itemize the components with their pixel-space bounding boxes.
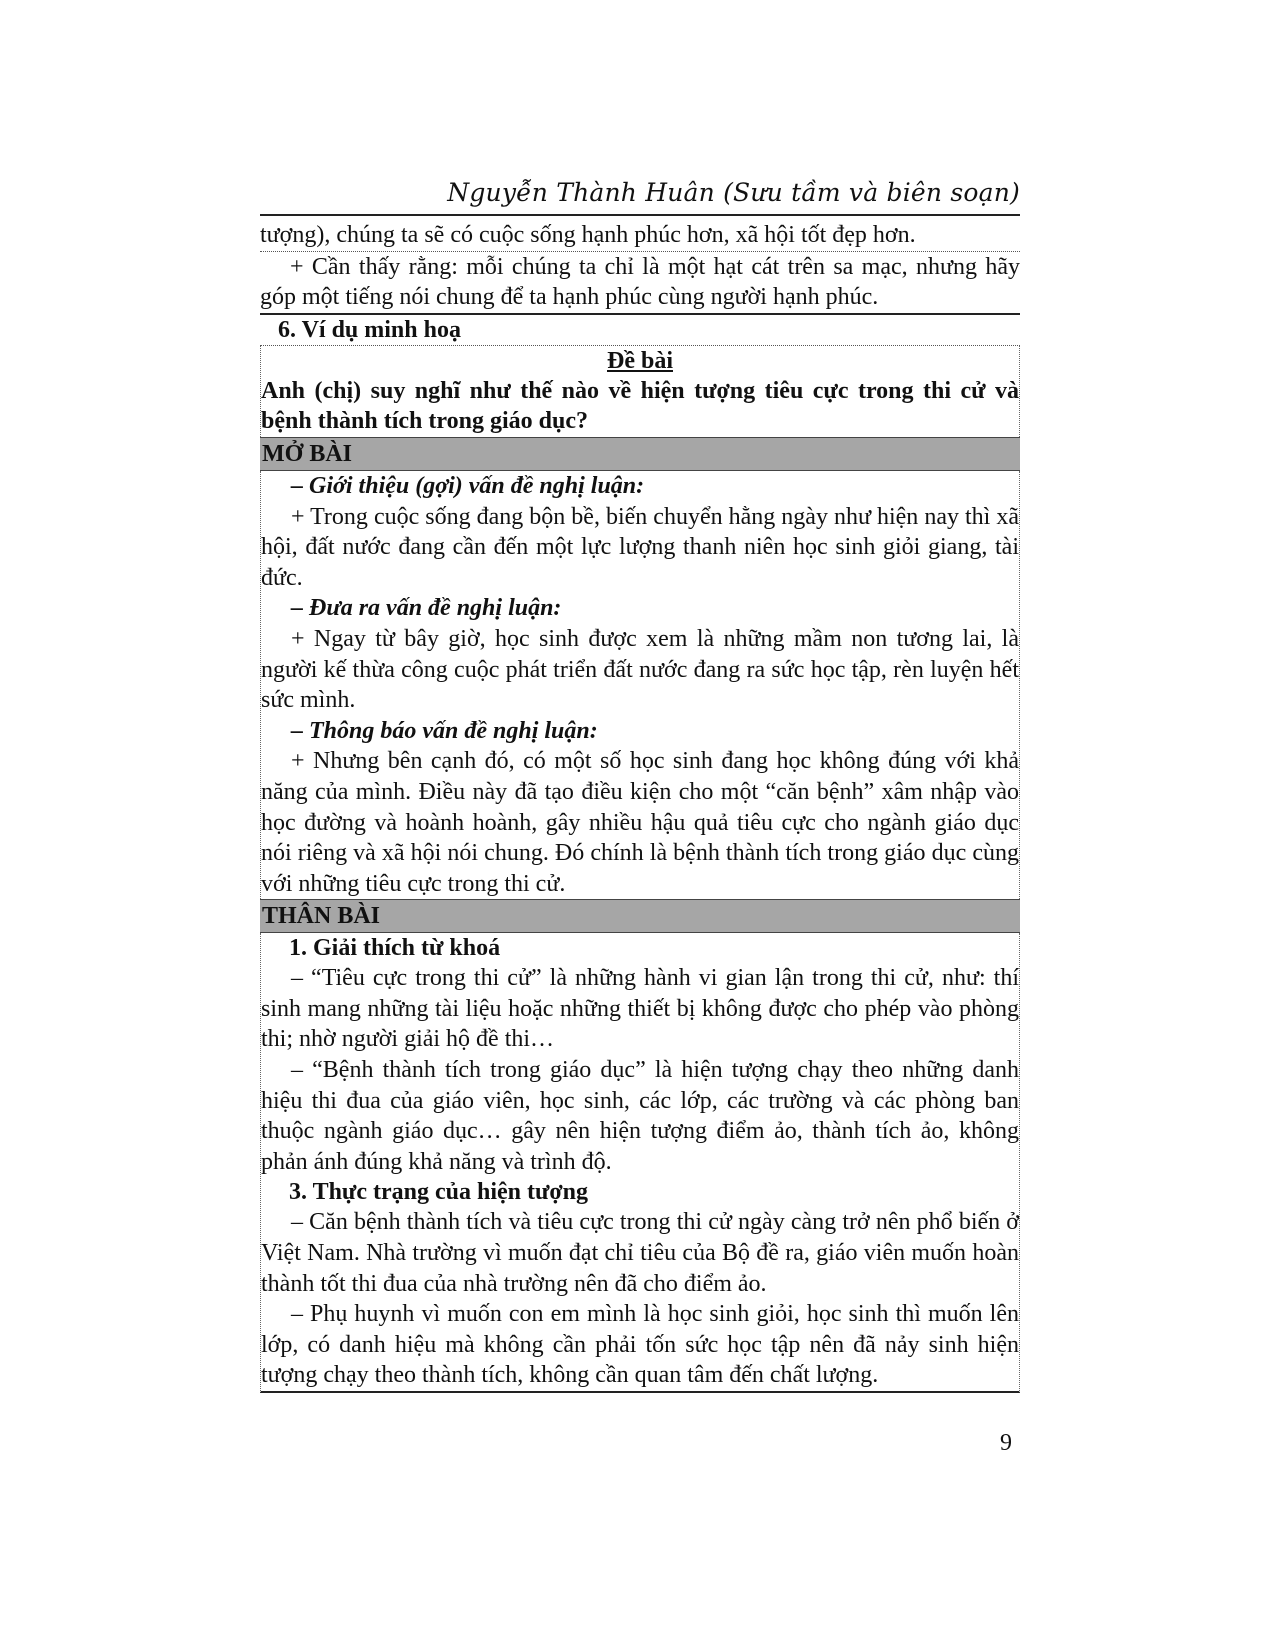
- intro-paragraph: + Cần thấy rằng: mỗi chúng ta chỉ là một hạt cát trên sa mạc, nhưng hãy góp một tiếng nói chung để ta hạnh phúc cùng người hạnh phúc.: [260, 252, 1020, 315]
- mo-bai-subheading: – Giới thiệu (gợi) vấn đề nghị luận:: [291, 472, 645, 499]
- definition-paragraph-1: – “Tiêu cực trong thi cử” là những hành vi gian lận trong thi cử, như: thí sinh mang những tài liệu hoặc những thiết bị không được cho phép vào phòng thi; nhờ người giải hộ đề thi…: [261, 965, 1019, 1053]
- status-paragraph-2: – Phụ huynh vì muốn con em mình là học sinh giỏi, học sinh thì muốn lên lớp, có danh hiệu mà không cần phải tốn sức học tập nên đã nảy sinh hiện tượng chạy theo thành tích, không cần quan tâm đến chất lượng.: [261, 1301, 1019, 1389]
- running-title: Nguyễn Thành Huân (Sưu tầm và biên soạn): [447, 178, 1020, 207]
- mo-bai-heading: MỞ BÀI: [260, 437, 1020, 471]
- than-bai-heading: THÂN BÀI: [260, 899, 1020, 933]
- mo-bai-paragraph: + Nhưng bên cạnh đó, có một số học sinh đang học không đúng với khả năng của mình. Điều này đã tạo điều kiện cho một “căn bệnh” xâm nhập vào học đường và hoành hoành, gây nhiều hậu quả tiêu cực cho ngành giáo dục nói riêng và xã hội nói chung. Đó chính là bệnh thành tích trong giáo dục cùng với những tiêu cực trong thi cử.: [261, 748, 1019, 897]
- section-6-label: 6. Ví dụ minh hoạ: [260, 315, 1020, 346]
- prompt-box: [260, 346, 1020, 437]
- subsection-1-title: 1. Giải thích từ khoá: [289, 935, 501, 962]
- mo-bai-subheading: – Thông báo vấn đề nghị luận:: [291, 717, 598, 744]
- mo-bai-paragraph: + Trong cuộc sống đang bộn bề, biến chuyển hằng ngày như hiện nay thì xã hội, đất nước đang cần đến một lực lượng thanh niên học sinh giỏi giang, tài đức.: [261, 503, 1019, 591]
- than-bai-body: [260, 933, 1020, 1393]
- status-paragraph-1: – Căn bệnh thành tích và tiêu cực trong thi cử ngày càng trở nên phổ biến ở Việt Nam. Nhà trường vì muốn đạt chỉ tiêu của Bộ đề ra, giáo viên muốn hoàn thành tốt thi đua của nhà trường nên đã cho điểm ảo.: [261, 1209, 1019, 1297]
- prompt-heading: Đề bài: [607, 347, 673, 374]
- intro-continuation: tượng), chúng ta sẽ có cuộc sống hạnh phúc hơn, xã hội tốt đẹp hơn.: [260, 220, 1020, 252]
- subsection-3-title: 3. Thực trạng của hiện tượng: [289, 1179, 589, 1206]
- mo-bai-body: [260, 471, 1020, 899]
- mo-bai-subheading: – Đưa ra vấn đề nghị luận:: [291, 595, 562, 622]
- mo-bai-paragraph: + Ngay từ bây giờ, học sinh được xem là những mầm non tương lai, là người kế thừa công cuộc phát triển đất nước đang ra sức học tập, rèn luyện hết sức mình.: [261, 625, 1019, 714]
- definition-paragraph-2: – “Bệnh thành tích trong giáo dục” là hiện tượng chạy theo những danh hiệu thi đua của giáo viên, học sinh, các lớp, các trường và các phòng ban thuộc ngành giáo dục… gây nên hiện tượng điểm ảo, thành tích ảo, không phản ánh đúng khả năng và trình độ.: [261, 1057, 1019, 1175]
- running-header: [260, 172, 1020, 216]
- prompt-text: Anh (chị) suy nghĩ như thế nào về hiện tượng tiêu cực trong thi cử và bệnh thành tích trong giáo dục?: [261, 377, 1019, 435]
- page-number: 9: [1000, 1430, 1012, 1456]
- page-content: [260, 220, 1020, 1393]
